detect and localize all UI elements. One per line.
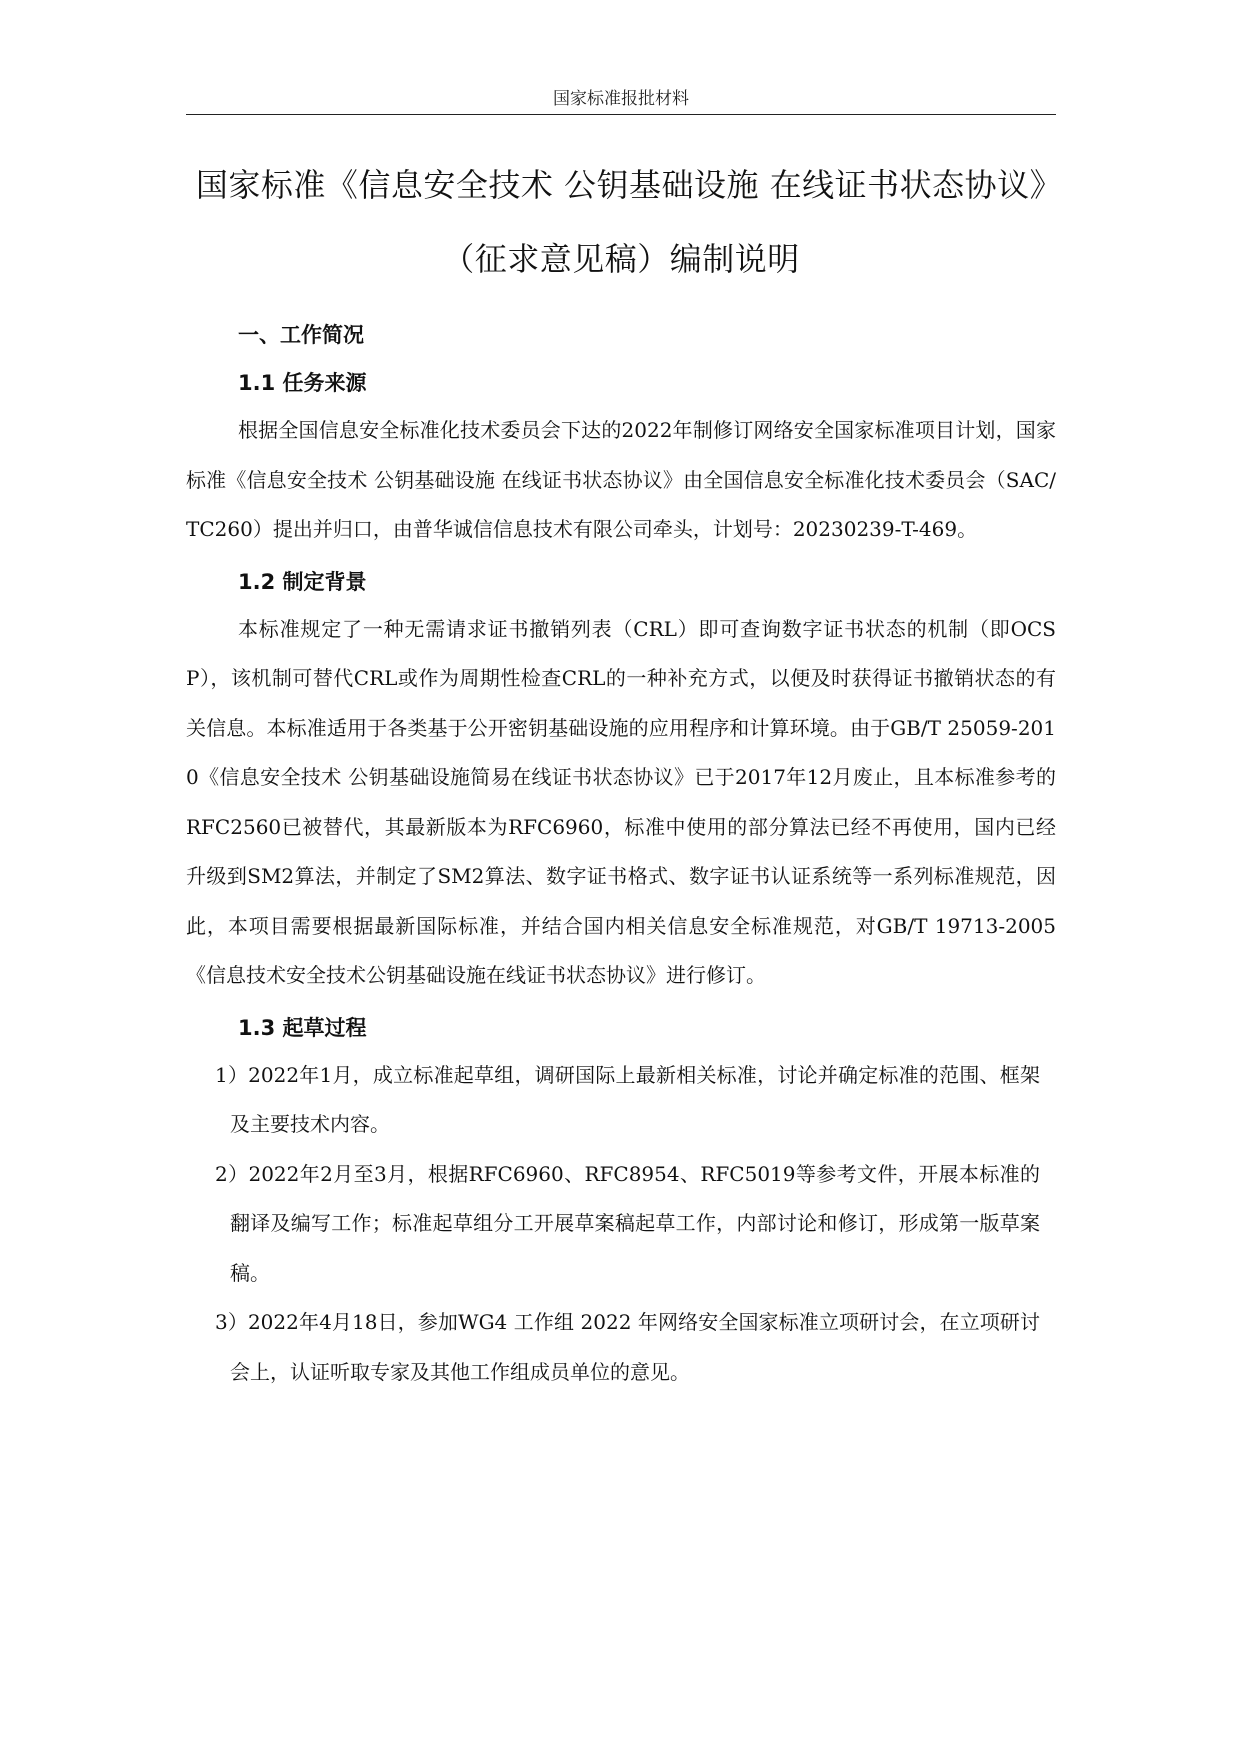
subsection-heading-task-source: 1.1 任务来源 — [238, 371, 367, 395]
document-title: 国家标准《信息安全技术 公钥基础设施 在线证书状态协议》（征求意见稿）编制说明 — [195, 166, 1047, 278]
paragraph-task-source: 根据全国信息安全标准化技术委员会下达的2022年制修订网络安全国家标准项目计划，国家标准《信息安全技术 公钥基础设施 在线证书状态协议》由全国信息安全标准化技术委员会（SAC/TC260）提出并归口，由普华诚信信息技术有限公司牵头，计划号：20230239-T-469。 — [186, 418, 1056, 541]
paragraph-background: 本标准规定了一种无需请求证书撤销列表（CRL）即可查询数字证书状态的机制（即OCSP），该机制可替代CRL或作为周期性检查CRL的一种补充方式，以便及时获得证书撤销状态的有关信息。本标准适用于各类基于公开密钥基础设施的应用程序和计算环境。由于GB/T 25059-2010《信息安全技术 公钥基础设施简易在线证书状态协议》已于2017年12月废止，且本标准参考的RFC2560已被替代，其最新版本为RFC6960，标准中使用的部分算法已经不再使用，国内已经升级到SM2算法，并制定了SM2算法、数字证书格式、数字证书认证系统等一系列标准规范，因此，本项目需要根据最新国际标准，并结合国内相关信息安全标准规范，对GB/T 19713-2005《信息技术安全技术公钥基础设施在线证书状态协议》进行修订。 — [186, 616, 1056, 987]
section-heading-work-overview: 一、工作简况 — [238, 323, 364, 347]
list-item-drafting-step-1: 1）2022年1月，成立标准起草组，调研国际上最新相关标准，讨论并确定标准的范围、框架及主要技术内容。 — [215, 1062, 1040, 1136]
list-item-drafting-step-2: 2）2022年2月至3月，根据RFC6960、RFC8954、RFC5019等参考文件，开展本标准的翻译及编写工作；标准起草组分工开展草案稿起草工作，内部讨论和修订，形成第一版草案稿。 — [215, 1161, 1040, 1285]
header-divider — [186, 114, 1056, 115]
subsection-heading-background: 1.2 制定背景 — [238, 569, 367, 594]
subsection-heading-drafting-process: 1.3 起草过程 — [238, 1015, 367, 1040]
document-body — [186, 312, 1056, 1397]
list-item-drafting-step-3: 3）2022年4月18日，参加WG4 工作组 2022 年网络安全国家标准立项研讨会，在立项研讨会上，认证听取专家及其他工作组成员单位的意见。 — [215, 1310, 1040, 1384]
running-header: 国家标准报批材料 — [553, 89, 689, 109]
